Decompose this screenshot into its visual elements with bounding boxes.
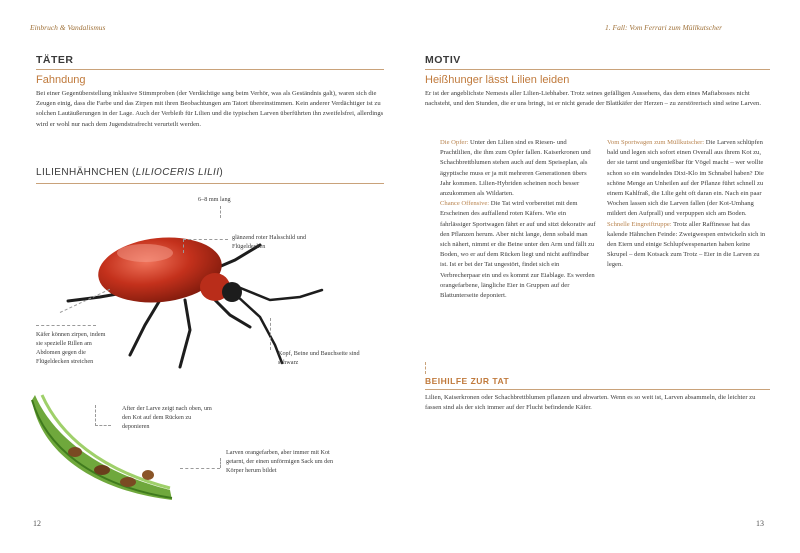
bug-title-latin: LILIOCERIS LILII [135, 167, 220, 178]
caption-shield: glänzend roter Halsschild und Flügeldecken [232, 234, 307, 250]
sound-leader [36, 325, 96, 326]
eggs-leader [95, 405, 111, 426]
col2-para-1 [607, 138, 767, 220]
box-title: BEIHILFE ZUR TAT [425, 376, 510, 386]
col2-para-2 [607, 220, 767, 271]
right-intro-text: Er ist der angeblichste Nemesis aller Lilien-Liebhaber. Trotz seines gefälligen Aussehens, das dem eines Mafiabosses nicht nachsteht, und den Stunden, die er uns bringt, ist er nicht gerade der Blattkäfer der Herzen – zu zerstörerisch sind seine Larven. [425, 90, 761, 108]
box-rule [425, 389, 770, 390]
left-running-header: Einbruch & Vandalismus [30, 23, 106, 32]
bug-title-close: ) [219, 167, 224, 178]
left-section-rule [36, 69, 384, 70]
head-leader [270, 318, 271, 350]
caption-head: Kopf, Beine und Bauchseite sind schwarz [278, 350, 360, 366]
larvae-leader-v [220, 458, 221, 468]
bug-title [36, 167, 223, 178]
motiv-column-1 [440, 138, 596, 301]
caption-larvae: Larven orangefarben, aber immer mit Kot getarnt, der einen unförmigen Sack um den Körper herum bildet [226, 449, 334, 474]
left-intro-text: Bei einer Gegenüberstellung inklusive Stimmproben (der Verdächtige sang beim Verhör, was als Geständnis galt), waren sich die Zeugen einig, dass die Farbe und das Zirpen mit ihren Beobachtungen am Tatort übereinstimmen. Kein anderer Verdächtiger ist zu solchen Lautäußerungen in der Lage. Auch der Verbleib für Lilien und die typischen Larven überführten ihn zweifelsfrei, allerdings wird er wohl nur nach dem Jugendstrafrecht verurteilt werden. [36, 90, 384, 128]
right-section-title: MOTIV [425, 54, 461, 66]
right-running-header: 1. Fall: Vom Ferrari zum Müllkutscher [605, 23, 723, 32]
box-tick [425, 362, 426, 374]
right-page-number: 13 [756, 519, 764, 528]
col1-para-1-text: Unter den Lilien sind es Riesen- und Prachtlilien, die ihm zum Opfer fallen. Kaiserkronen und Schachbrettblumen stehen auch auf dem Speiseplan, als ägyptische muss er ja mit mehreren Generationen übers Jahr kommen. Lilien-Hybriden scheinen noch besser anzukommen als Wildarten. [440, 139, 591, 198]
col1-para-1-lead: Die Opfer: [440, 139, 469, 146]
col2-para-2-lead: Schnelle Eingreiftruppe: [607, 220, 672, 228]
bug-title-rule [36, 183, 384, 184]
col2-para-2-text: Trotz aller Raffinesse hat das kalende Hähnchen Feinde: Zweigwespen entwickeln sich in den Eiern und einige Schlupfwespenarten haben keine Skrupel – dem Kotsack zum Trotz – Eier in die Larven zu legen. [607, 220, 766, 269]
col1-para-2 [440, 199, 596, 301]
caption-size: 6–8 mm lang [198, 196, 231, 203]
left-page-number: 12 [33, 519, 41, 528]
bug-title-main: LILIENHÄHNCHEN ( [36, 167, 136, 178]
caption-sound: Käfer können zirpen, indem sie spezielle Rillen am Abdomen gegen die Flügeldecken streichen [36, 331, 106, 365]
col2-para-1-lead: Vom Sportwagen zum Müllkutscher: [607, 139, 705, 146]
col1-para-2-lead: Chance Offensive: [440, 200, 490, 208]
right-section-rule [425, 69, 770, 70]
col1-para-1 [440, 138, 596, 199]
right-subtitle: Heißhunger lässt Lilien leiden [425, 74, 570, 86]
caption-eggs: After der Larve zeigt nach oben, um den Kot auf dem Rücken zu deponieren [122, 405, 212, 430]
left-section-title: TÄTER [36, 54, 74, 66]
motiv-column-2 [607, 138, 767, 271]
col1-para-2-text: Die Tat wird vorbereitet mit dem Erscheinen des auffallend roten Käfers. Wie ein fahrlässiger Sportwagen fährt er auf und sitzt dekorativ auf den Pflanzen herum. Aber nicht lange, denn sobald man sich nähert, nimmt er die Beine unter den Arm und fällt zu Boden, wo er auf dem Rücken liegt und nicht auffindbar ist. Ist er bei der Tat ungestört, findet sich ein Verbrecherpaar ein und es kommt zur Eiablage. Es werden orangefarbene, längliche Eier in Gruppen auf der Blattunterseite deponiert. [440, 200, 596, 300]
shield-leader-v [183, 239, 184, 253]
size-leader [220, 206, 221, 218]
left-subtitle: Fahndung [36, 74, 86, 86]
box-text: Lilien, Kaiserkronen oder Schachbrettblumen pflanzen und abwarten. Wenn es so weit ist, Larven absammeln, die leichter zu fassen sind als der sich immer auf der Flucht befindende Käfer. [425, 394, 756, 412]
col2-para-1-text: Die Larven schlüpfen bald und legen sich sofort einen Overall aus ihrem Kot zu, der sie tarnt und ungenießbar für Vögel macht – wer wollte schon so ein wandelndes Dixi-Klo im Schnabel haben? Die schöne Menge an Unheilen auf der Pflanze führt schnell zu einem Kahlfraß, die Lilie geht oft daran ein. Nach ein paar Wochen lassen sich die Larven fallen (der Kot-Umhang mildert den Aufprall) und verpuppen sich am Boden. [607, 139, 764, 218]
larvae-leader [180, 468, 220, 469]
shield-leader [183, 239, 228, 240]
